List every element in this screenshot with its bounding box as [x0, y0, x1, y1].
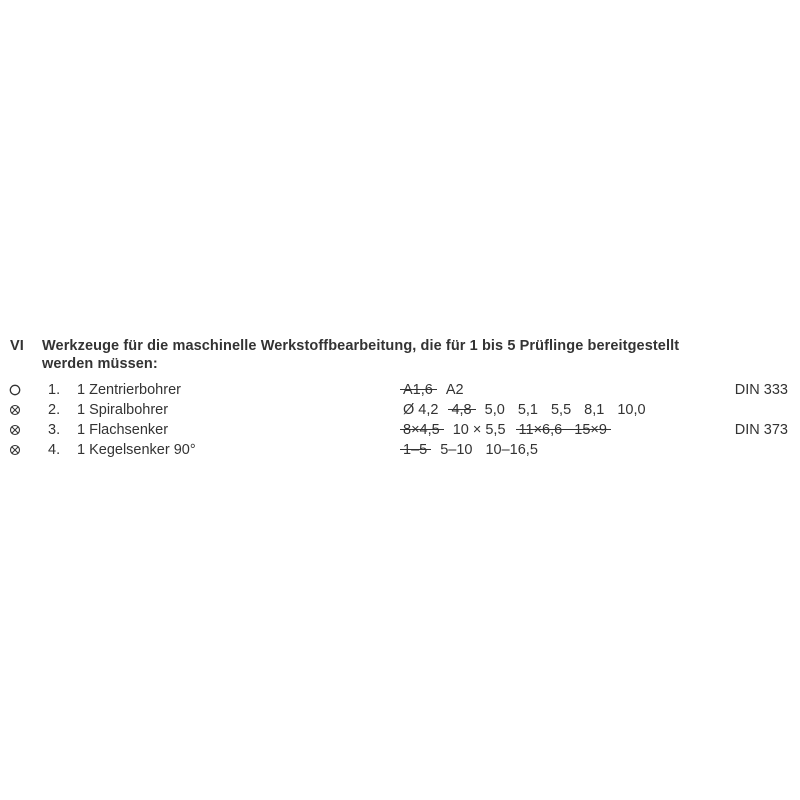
din-reference: DIN 333 — [734, 382, 788, 398]
item-values — [403, 420, 607, 440]
value-struck: 4,8 — [451, 402, 472, 418]
value: 10–16,5 — [485, 442, 538, 458]
value: A2 — [445, 382, 464, 398]
value-struck: 8×4,5 — [403, 422, 440, 438]
value: Ø 4,2 — [403, 402, 439, 418]
value: 10 × 5,5 — [452, 422, 506, 438]
section-heading — [10, 338, 790, 373]
item-number: 2. — [48, 402, 61, 418]
item-number: 4. — [48, 442, 61, 458]
empty-circle-icon — [9, 384, 21, 396]
value: 5,5 — [550, 402, 572, 418]
tool-row-1 — [0, 380, 800, 400]
section-title-line2: werden müssen: — [42, 355, 158, 372]
value: 10,0 — [617, 402, 646, 418]
value-struck: A1,6 — [403, 382, 433, 398]
crossed-circle-icon — [9, 404, 21, 416]
tool-row-4 — [0, 440, 800, 460]
din-reference: DIN 373 — [734, 422, 788, 438]
section-title-line1: Werkzeuge für die maschinelle Werkstoffbearbeitung, die für 1 bis 5 Prüflinge bereitgestellt — [42, 338, 680, 354]
item-name: 1 Zentrierbohrer — [77, 382, 181, 398]
item-name: 1 Spiralbohrer — [77, 402, 169, 418]
item-name: 1 Flachsenker — [77, 422, 169, 438]
value-struck: 1–5 — [403, 442, 428, 458]
value-struck-group: 11×6,6 15×9 — [518, 422, 607, 438]
item-number: 1. — [48, 382, 61, 398]
value: 5–10 — [440, 442, 473, 458]
value: 8,1 — [584, 402, 605, 418]
tool-row-2 — [0, 400, 800, 420]
crossed-circle-icon — [9, 424, 21, 436]
item-number: 3. — [48, 422, 61, 438]
value: 5,1 — [517, 402, 538, 418]
item-values — [403, 380, 464, 400]
section-numeral: VI — [10, 338, 24, 354]
item-values — [403, 440, 538, 460]
value: 5,0 — [484, 402, 505, 418]
item-values — [403, 400, 646, 420]
item-name: 1 Kegelsenker 90° — [77, 442, 196, 458]
crossed-circle-icon — [9, 444, 21, 456]
tool-row-3 — [0, 420, 800, 440]
tool-list — [0, 380, 800, 460]
section-title — [42, 338, 679, 373]
